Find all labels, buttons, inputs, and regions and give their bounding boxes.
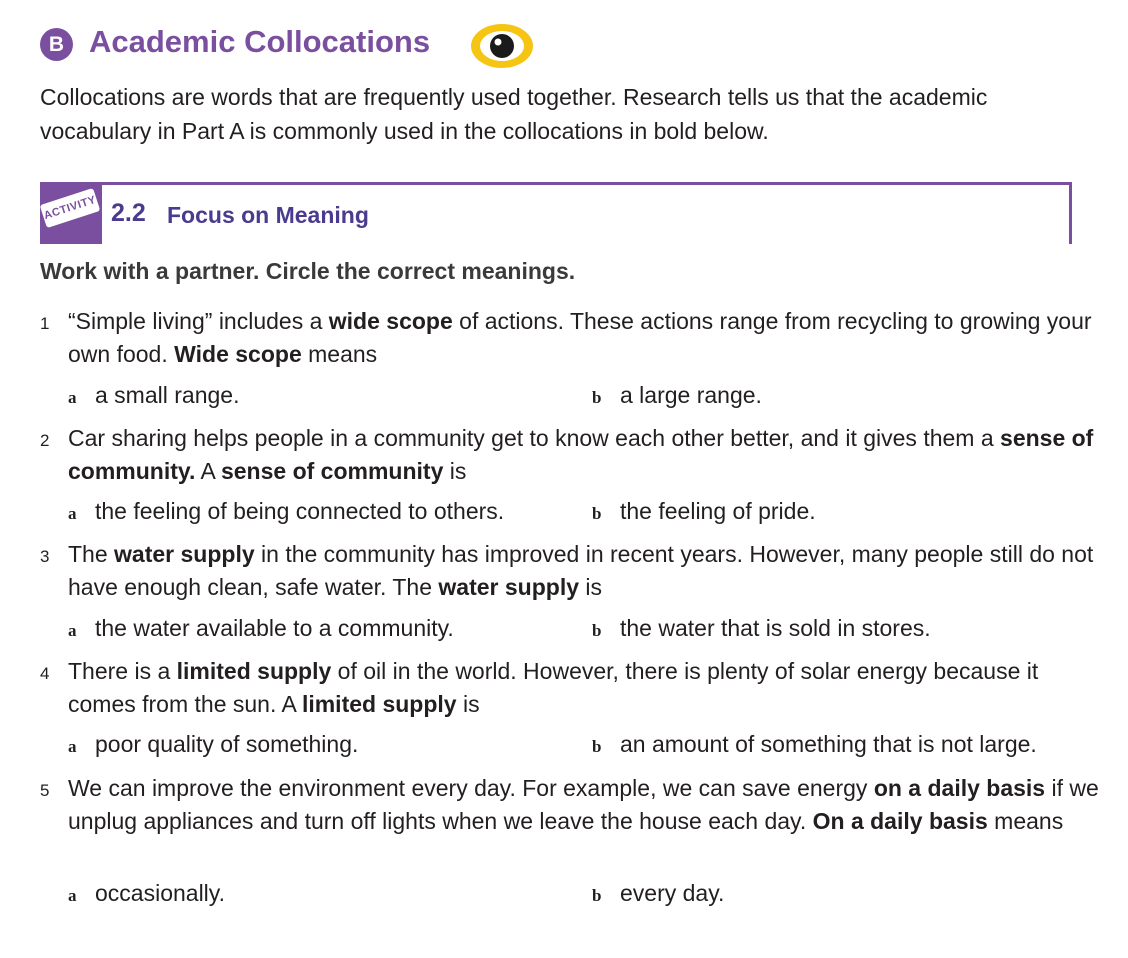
- question-number: 3: [40, 547, 50, 566]
- option-a-letter: a: [68, 621, 77, 640]
- option-a-text[interactable]: the water available to a community.: [95, 615, 454, 641]
- option-b-text[interactable]: a large range.: [620, 382, 762, 408]
- collocation-bold: Wide scope: [174, 341, 302, 367]
- activity-number: 2.2: [111, 199, 146, 227]
- question-text-part: Car sharing helps people in a community get to know each other better, and it gives them a: [68, 425, 1001, 451]
- instruction: Work with a partner. Circle the correct meanings.: [40, 258, 576, 284]
- question-text: [68, 422, 1108, 488]
- question-text-part: The: [68, 541, 115, 567]
- collocation-bold: limited supply: [176, 658, 332, 684]
- option-b-text[interactable]: the feeling of pride.: [620, 498, 816, 524]
- question-text-part: We can improve the environment every day. For example, we can save energy: [68, 775, 874, 801]
- collocation-bold: water supply: [114, 541, 255, 567]
- option-a-text[interactable]: occasionally.: [95, 880, 225, 906]
- activity-label: ACTIVITY: [40, 188, 101, 228]
- question-text-part: is: [443, 458, 467, 484]
- question-number: 2: [40, 431, 50, 450]
- collocation-bold: sense of community: [220, 458, 444, 484]
- collocation-bold: wide scope: [328, 308, 453, 334]
- question-text-part: in the community has improved in recent years. However, many people still do not have enough clean, safe water. The: [68, 541, 1094, 600]
- question-text-part: means: [301, 341, 378, 367]
- option-b-letter: b: [592, 504, 602, 523]
- collocation-bold: sense of community.: [68, 425, 1094, 484]
- option-b-text[interactable]: every day.: [620, 880, 725, 906]
- option-a-letter: a: [68, 388, 77, 407]
- option-b-text[interactable]: an amount of something that is not large.: [620, 731, 1037, 757]
- option-a-text[interactable]: a small range.: [95, 382, 240, 408]
- question-text: [68, 772, 1108, 838]
- option-a-letter: a: [68, 737, 77, 756]
- option-b-letter: b: [592, 388, 602, 407]
- question-number: 4: [40, 664, 50, 683]
- option-a-letter: a: [68, 504, 77, 523]
- collocation-bold: On a daily basis: [812, 808, 988, 834]
- question-text-part: “Simple living” includes a: [68, 308, 329, 334]
- question-text-part: is: [579, 574, 603, 600]
- question-text-part: is: [456, 691, 480, 717]
- activity-top-rule: [40, 182, 1072, 185]
- option-b-text[interactable]: the water that is sold in stores.: [620, 615, 931, 641]
- option-a-text[interactable]: the feeling of being connected to others.: [95, 498, 505, 524]
- section-intro: Collocations are words that are frequently used together. Research tells us that the academic vocabulary in Part A is commonly used in the collocations in bold below.: [40, 84, 988, 144]
- question-text-part: There is a: [68, 658, 177, 684]
- activity-right-rule: [1069, 182, 1072, 244]
- activity-title: Focus on Meaning: [167, 202, 369, 228]
- collocation-bold: limited supply: [301, 691, 457, 717]
- question-text-part: A: [195, 458, 221, 484]
- question-text-part: of actions. These actions range from recycling to growing your own food.: [68, 308, 1092, 367]
- option-b-letter: b: [592, 621, 602, 640]
- question-text: [68, 305, 1108, 371]
- question-text-part: if we unplug appliances and turn off lights when we leave the house each day.: [68, 775, 1099, 834]
- option-b-letter: b: [592, 886, 602, 905]
- question-text: [68, 655, 1108, 721]
- option-b-letter: b: [592, 737, 602, 756]
- option-a-letter: a: [68, 886, 77, 905]
- section-title: Academic Collocations: [89, 24, 431, 59]
- question-number: 5: [40, 781, 50, 800]
- question-text-part: means: [987, 808, 1064, 834]
- option-a-text[interactable]: poor quality of something.: [95, 731, 359, 757]
- question-text-part: of oil in the world. However, there is plenty of solar energy because it comes from the sun. A: [68, 658, 1039, 717]
- collocation-bold: on a daily basis: [873, 775, 1046, 801]
- section-badge: B: [40, 28, 73, 61]
- collocation-bold: water supply: [438, 574, 580, 600]
- question-number: 1: [40, 314, 50, 333]
- question-text: [68, 538, 1108, 604]
- eye-icon: [470, 22, 534, 70]
